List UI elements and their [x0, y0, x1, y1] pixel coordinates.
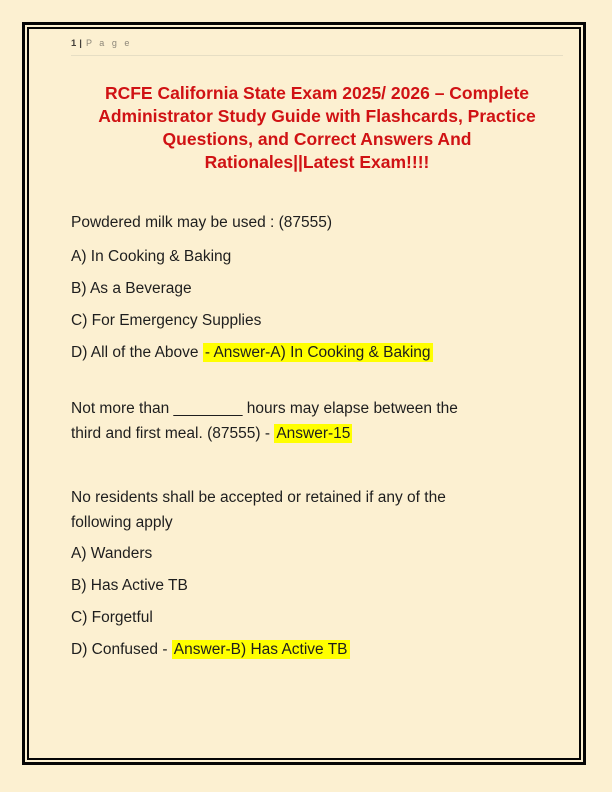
question-2-prompt-line-2 — [71, 421, 563, 446]
document-title — [71, 82, 563, 174]
question-2-prompt-line-1: Not more than ________ hours may elapse between the — [71, 400, 458, 417]
title-line-2: Administrator Study Guide with Flashcards, Practice — [98, 106, 536, 126]
question-1-option-d — [71, 340, 563, 365]
question-3-highlighted-answer: Answer-B) Has Active TB — [173, 641, 348, 658]
question-1-highlighted-answer: - Answer-A) In Cooking & Baking — [204, 344, 431, 361]
question-1-prompt: Powdered milk may be used : (87555) — [71, 214, 333, 231]
question-3-prompt — [71, 485, 563, 535]
header-page-label: P a g e — [85, 38, 132, 48]
page-number: 1 — [71, 38, 77, 49]
question-3-prompt-line-2: following apply — [71, 514, 173, 531]
header-separator: | — [79, 38, 82, 49]
question-3-option-c: C) Forgetful — [71, 609, 153, 626]
question-1-option-d-text: D) All of the Above — [71, 344, 203, 361]
question-3-option-a: A) Wanders — [71, 545, 153, 562]
questions-section — [71, 210, 563, 662]
question-3-option-b: B) Has Active TB — [71, 577, 188, 594]
page-content — [29, 29, 579, 758]
page-border-frame-inner — [27, 27, 581, 760]
question-2-highlighted-answer: Answer-15 — [276, 425, 351, 442]
title-line-1: RCFE California State Exam 2025/ 2026 – Complete — [104, 83, 530, 103]
question-3-option-d-text: D) Confused - — [71, 641, 172, 658]
question-2-prompt-line-2-text: third and first meal. (87555) - — [71, 425, 275, 442]
question-block-1 — [71, 210, 563, 365]
question-2-prompt — [71, 396, 563, 446]
page-border-frame — [22, 22, 586, 765]
title-line-3: Questions, and Correct Answers And — [162, 129, 472, 149]
question-1-option-b: B) As a Beverage — [71, 280, 192, 297]
question-3-prompt-line-1: No residents shall be accepted or retained if any of the — [71, 489, 446, 506]
question-1-option-c: C) For Emergency Supplies — [71, 312, 262, 329]
question-block-3 — [71, 485, 563, 662]
title-line-4: Rationales||Latest Exam!!!! — [204, 152, 430, 172]
page-header — [71, 37, 563, 56]
question-1-option-a: A) In Cooking & Baking — [71, 248, 232, 265]
question-3-option-d — [71, 637, 563, 662]
question-block-2 — [71, 396, 563, 446]
